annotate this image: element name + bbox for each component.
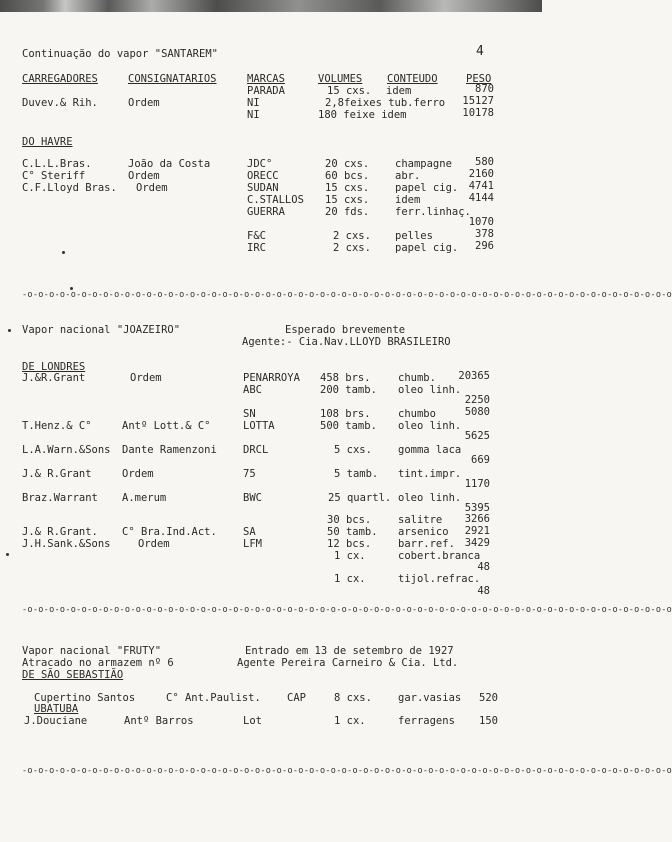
peso-cell: 2921 (464, 525, 490, 537)
page-title: Continuação do vapor "SANTAREM" (22, 48, 218, 60)
marca-cell: JDC° (247, 158, 273, 170)
vessel-arrival: Entrado em 13 de setembro de 1927 (245, 645, 454, 657)
conteudo-cell: pelles (395, 230, 433, 242)
conteudo-cell: idem (395, 194, 421, 206)
marca-cell: NI (247, 97, 260, 109)
column-header-marcas: MARCAS (247, 73, 285, 85)
consignatario-cell: Ordem (130, 372, 162, 384)
peso-cell: 48 (477, 585, 490, 597)
marca-cell: SN (243, 408, 256, 420)
carregador-cell: C.L.L.Bras. (22, 158, 92, 170)
carregador-cell: Duvev.& Rih. (22, 97, 98, 109)
peso-cell: 520 (479, 692, 498, 704)
ink-dot (62, 251, 65, 254)
conteudo-cell: barr.ref. (398, 538, 455, 550)
conteudo-cell: champagne (395, 158, 452, 170)
column-header-volumes: VOLUMES (318, 73, 363, 85)
peso-cell: 10178 (462, 107, 494, 119)
consignatario-cell: João da Costa (128, 158, 211, 170)
carregador-cell: L.A.Warn.&Sons (22, 444, 111, 456)
marca-cell: Lot (243, 715, 262, 727)
marca-cell: BWC (243, 492, 262, 504)
volume-cell: 5 cxs. (334, 444, 372, 456)
marca-cell: GUERRA (247, 206, 285, 218)
peso-cell: 378 (475, 228, 494, 240)
marca-cell: PARADA (247, 85, 285, 97)
vessel-agent: Agente Pereira Carneiro & Cia. Ltd. (237, 657, 459, 669)
volume-cell: 108 brs. (320, 408, 371, 420)
peso-cell: 150 (479, 715, 498, 727)
peso-cell: 1170 (464, 478, 490, 490)
consignatario-cell: Ordem (128, 170, 160, 182)
conteudo-cell: gar.vasias (398, 692, 462, 704)
peso-cell: 296 (475, 240, 494, 252)
volume-cell: 1 cx. (334, 550, 366, 562)
marca-cell: CAP (287, 692, 306, 704)
vessel-agent: Agente:- Cia.Nav.LLOYD BRASILEIRO (242, 336, 451, 348)
conteudo-cell: oleo linh. (398, 384, 462, 396)
conteudo-cell: arsenico (398, 526, 449, 538)
volume-cell: 30 bcs. (327, 514, 372, 526)
marca-cell: C.STALLOS (247, 194, 304, 206)
conteudo-cell: abr. (395, 170, 421, 182)
column-header-peso: PESO (466, 73, 492, 85)
volume-cell: 12 bcs. (327, 538, 372, 550)
consignatario-cell: Antº Barros (124, 715, 194, 727)
peso-cell: 580 (475, 156, 494, 168)
peso-cell: 15127 (462, 95, 494, 107)
volume-cell: 2 cxs. (333, 230, 371, 242)
marca-cell: NI (247, 109, 260, 121)
vessel-title: Vapor nacional "FRUTY" (22, 645, 162, 657)
volume-cell: 60 bcs. (325, 170, 370, 182)
conteudo-cell: chumb. (398, 372, 436, 384)
column-header-carregadores: CARREGADORES (22, 73, 98, 85)
section-heading: DO HAVRE (22, 136, 73, 148)
conteudo-cell: oleo linh. (398, 420, 462, 432)
carregador-cell: J.& R.Grant. (22, 526, 98, 538)
peso-cell: 2250 (464, 394, 490, 406)
volume-cell: 2 cxs. (333, 242, 371, 254)
peso-cell: 3429 (464, 537, 490, 549)
volume-cell: 1 cx. (334, 573, 366, 585)
volume-cell: 500 tamb. (320, 420, 377, 432)
volume-cell: 15 cxs. (325, 182, 370, 194)
carregador-cell: T.Henz.& C° (22, 420, 92, 432)
volume-cell: 15 cxs. (327, 85, 372, 97)
vessel-title: Vapor nacional "JOAZEIRO" (22, 324, 181, 336)
peso-cell: 48 (477, 561, 490, 573)
marca-cell: LFM (243, 538, 262, 550)
section-heading: DE SÃO SEBASTIÃO (22, 669, 124, 681)
conteudo-cell: tint.impr. (398, 468, 462, 480)
section-heading: DE LONDRES (22, 361, 86, 373)
carregador-cell: Cupertino Santos (34, 692, 136, 704)
carregador-cell: J.Douciane (24, 715, 88, 727)
marca-cell: IRC (247, 242, 266, 254)
peso-cell: 3266 (464, 513, 490, 525)
vessel-berth: Atracado no armazem nº 6 (22, 657, 174, 669)
volume-cell: 20 fds. (325, 206, 370, 218)
conteudo-cell: ferragens (398, 715, 455, 727)
consignatario-cell: A.merum (122, 492, 167, 504)
consignatario-cell: Ordem (138, 538, 170, 550)
section-divider: -o-o-o-o-o-o-o-o-o-o-o-o-o-o-o-o-o-o-o-o-o-o-o-o-o-o-o-o-o-o-o-o-o-o-o-o-o-o-o-o-o-o-o-o-o-o-o-o-o-o-o-o-o-o-o-o-o-o-o-o (22, 766, 672, 776)
marca-cell: LOTTA (243, 420, 275, 432)
volume-cell: 458 brs. (320, 372, 371, 384)
marca-cell: ABC (243, 384, 262, 396)
column-header-conteudo: CONTEUDO (387, 73, 438, 85)
marca-cell: SA (243, 526, 256, 538)
vessel-status: Esperado brevemente (285, 324, 406, 336)
conteudo-cell: tijol.refrac. (398, 573, 481, 585)
peso-cell: 5080 (464, 406, 490, 418)
carregador-cell: C° Steriff (22, 170, 86, 182)
ink-dot (6, 553, 9, 556)
conteudo-cell: idem (386, 85, 412, 97)
column-header-consignatarios: CONSIGNATARIOS (128, 73, 217, 85)
volume-cell: 50 tamb. (327, 526, 378, 538)
marca-cell: F&C (247, 230, 266, 242)
consignatario-cell: C° Bra.Ind.Act. (122, 526, 217, 538)
section-divider: -o-o-o-o-o-o-o-o-o-o-o-o-o-o-o-o-o-o-o-o-o-o-o-o-o-o-o-o-o-o-o-o-o-o-o-o-o-o-o-o-o-o-o-o-o-o-o-o-o-o-o-o-o-o-o-o-o-o-o-o (22, 605, 672, 615)
scan-edge-band (0, 0, 542, 12)
conteudo-cell: papel cig. (395, 242, 459, 254)
volume-cell: 20 cxs. (325, 158, 370, 170)
volume-cell: 25 quartl. (328, 492, 392, 504)
volume-cell: 5 tamb. (334, 468, 379, 480)
consignatario-cell: Ordem (136, 182, 168, 194)
consignatario-cell: Ordem (128, 97, 160, 109)
marca-cell: SUDAN (247, 182, 279, 194)
marca-cell: ORECC (247, 170, 279, 182)
conteudo-cell: cobert.branca (398, 550, 481, 562)
carregador-cell: J.&R.Grant (22, 372, 86, 384)
carregador-cell: C.F.Lloyd Bras. (22, 182, 117, 194)
conteudo-cell: oleo linh. (398, 492, 462, 504)
peso-cell: 20365 (458, 370, 490, 382)
peso-cell: 4741 (468, 180, 494, 192)
conteudo-cell: gomma laca (398, 444, 462, 456)
conteudo-cell: ferr.linhaç. (395, 206, 471, 218)
carregador-cell: J.& R.Grant (22, 468, 92, 480)
marca-cell: 75 (243, 468, 256, 480)
section-heading: UBATUBA (34, 703, 79, 715)
conteudo-cell: salitre (398, 514, 443, 526)
volume-cell: 180 feixe idem (318, 109, 407, 121)
carregador-cell: J.H.Sank.&Sons (22, 538, 111, 550)
marca-cell: PENARROYA (243, 372, 300, 384)
volume-cell: 1 cx. (334, 715, 366, 727)
consignatario-cell: Antº Lott.& C° (122, 420, 211, 432)
consignatario-cell: Ordem (122, 468, 154, 480)
marca-cell: DRCL (243, 444, 269, 456)
peso-cell: 870 (475, 83, 494, 95)
peso-cell: 1070 (468, 216, 494, 228)
peso-cell: 5395 (464, 502, 490, 514)
peso-cell: 2160 (468, 168, 494, 180)
carregador-cell: Braz.Warrant (22, 492, 98, 504)
ink-dot (8, 329, 11, 332)
page-number: 4 (476, 44, 484, 59)
peso-cell: 5625 (464, 430, 490, 442)
peso-cell: 4144 (468, 192, 494, 204)
consignatario-cell: C° Ant.Paulist. (166, 692, 261, 704)
peso-cell: 669 (471, 454, 490, 466)
conteudo-cell: papel cig. (395, 182, 459, 194)
volume-cell: 2,8feixes tub.ferro (325, 97, 446, 109)
volume-cell: 8 cxs. (334, 692, 372, 704)
volume-cell: 15 cxs. (325, 194, 370, 206)
conteudo-cell: chumbo (398, 408, 436, 420)
volume-cell: 200 tamb. (320, 384, 377, 396)
consignatario-cell: Dante Ramenzoni (122, 444, 217, 456)
section-divider: -o-o-o-o-o-o-o-o-o-o-o-o-o-o-o-o-o-o-o-o-o-o-o-o-o-o-o-o-o-o-o-o-o-o-o-o-o-o-o-o-o-o-o-o-o-o-o-o-o-o-o-o-o-o-o-o-o-o-o-o (22, 290, 672, 300)
